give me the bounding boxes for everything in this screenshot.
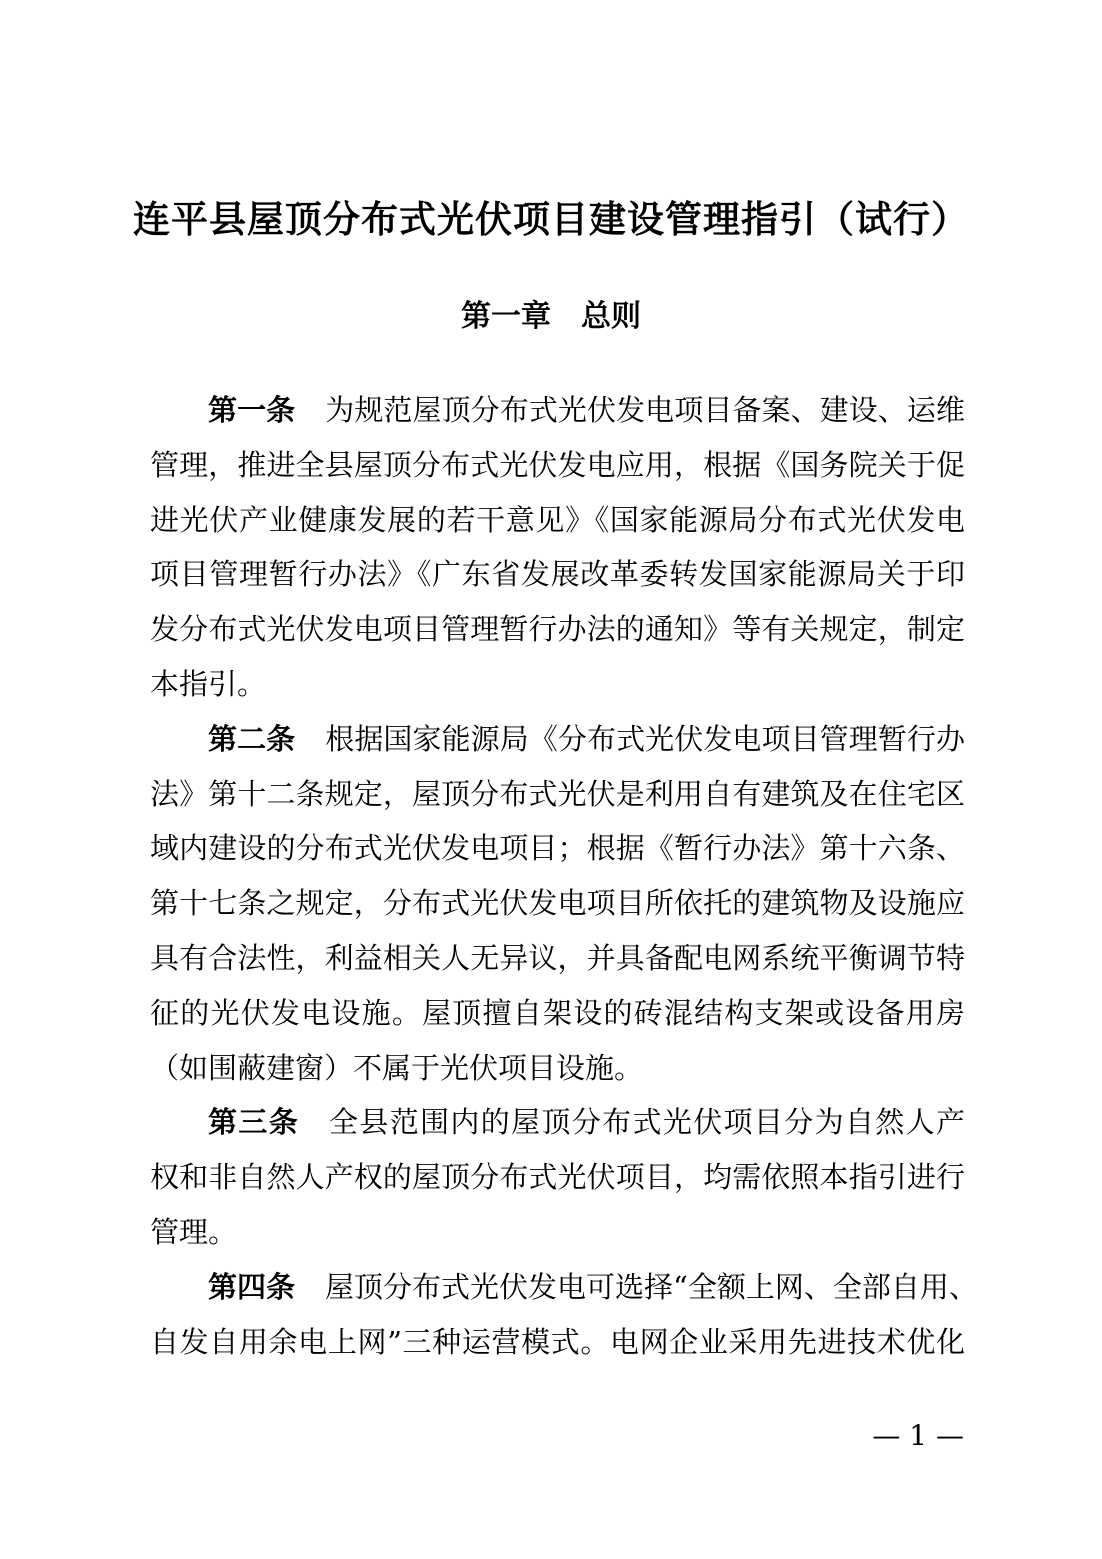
chapter-heading — [0, 295, 1102, 339]
article-3-text-line: 管理。 — [150, 1214, 238, 1249]
article-3-head: 第三条 — [208, 1105, 300, 1140]
article-2-text-line: 第十七条之规定，分布式光伏发电项目所依托的建筑物及设施应 — [150, 886, 965, 921]
article-1-head: 第一条 — [208, 393, 296, 427]
article-4-head: 第四条 — [208, 1269, 296, 1304]
article-1-line-1 — [150, 383, 965, 438]
article-1-text-line: 进光伏产业健康发展的若干意见》《国家能源局分布式光伏发电 — [150, 502, 965, 537]
article-1-text-line: 本指引。 — [150, 666, 267, 701]
article-2-text-line: 具有合法性，利益相关人无异议，并具备配电网系统平衡调节特 — [150, 940, 965, 975]
chapter-name: 总则 — [581, 299, 641, 334]
article-2-text-line: 征的光伏发电设施。屋顶擅自架设的砖混结构支架或设备用房 — [150, 995, 965, 1030]
article-2-text-line: （如围蔽建窗）不属于光伏项目设施。 — [150, 1050, 644, 1085]
article-1-text-line: 为规范屋顶分布式光伏发电项目备案、建设、运维 — [325, 393, 965, 427]
page-number: — 1 — — [872, 1419, 964, 1452]
article-1-text-line: 发分布式光伏发电项目管理暂行办法的通知》等有关规定，制定 — [150, 612, 965, 647]
article-3-text-line: 权和非自然人产权的屋顶分布式光伏项目，均需依照本指引进行 — [150, 1160, 965, 1195]
article-2-line-1 — [150, 712, 965, 767]
article-1-text-line: 项目管理暂行办法》《广东省发展改革委转发国家能源局关于印 — [150, 557, 965, 592]
article-2-text-line: 根据国家能源局《分布式光伏发电项目管理暂行办 — [325, 721, 965, 756]
article-4-text-line: 屋顶分布式光伏发电可选择“全额上网、全部自用、 — [325, 1269, 978, 1304]
article-1-text-line: 管理，推进全县屋顶分布式光伏发电应用，根据《国务院关于促 — [150, 447, 965, 482]
document-body — [150, 383, 978, 1369]
article-3-line-1 — [150, 1095, 965, 1150]
article-2-head: 第二条 — [208, 721, 296, 756]
chapter-number: 第一章 — [461, 299, 551, 334]
article-3-text-line: 全县范围内的屋顶分布式光伏项目分为自然人产 — [329, 1105, 965, 1140]
document-title: 连平县屋顶分布式光伏项目建设管理指引（试行） — [133, 198, 969, 241]
article-4-line-1 — [150, 1260, 978, 1315]
article-2-text-line: 法》第十二条规定，屋顶分布式光伏是利用自有建筑及在住宅区 — [150, 776, 965, 811]
article-4-text-line: 自发自用余电上网”三种运营模式。电网企业采用先进技术优化 — [150, 1324, 965, 1359]
article-2-text-line: 域内建设的分布式光伏发电项目；根据《暂行办法》第十六条、 — [150, 831, 965, 866]
